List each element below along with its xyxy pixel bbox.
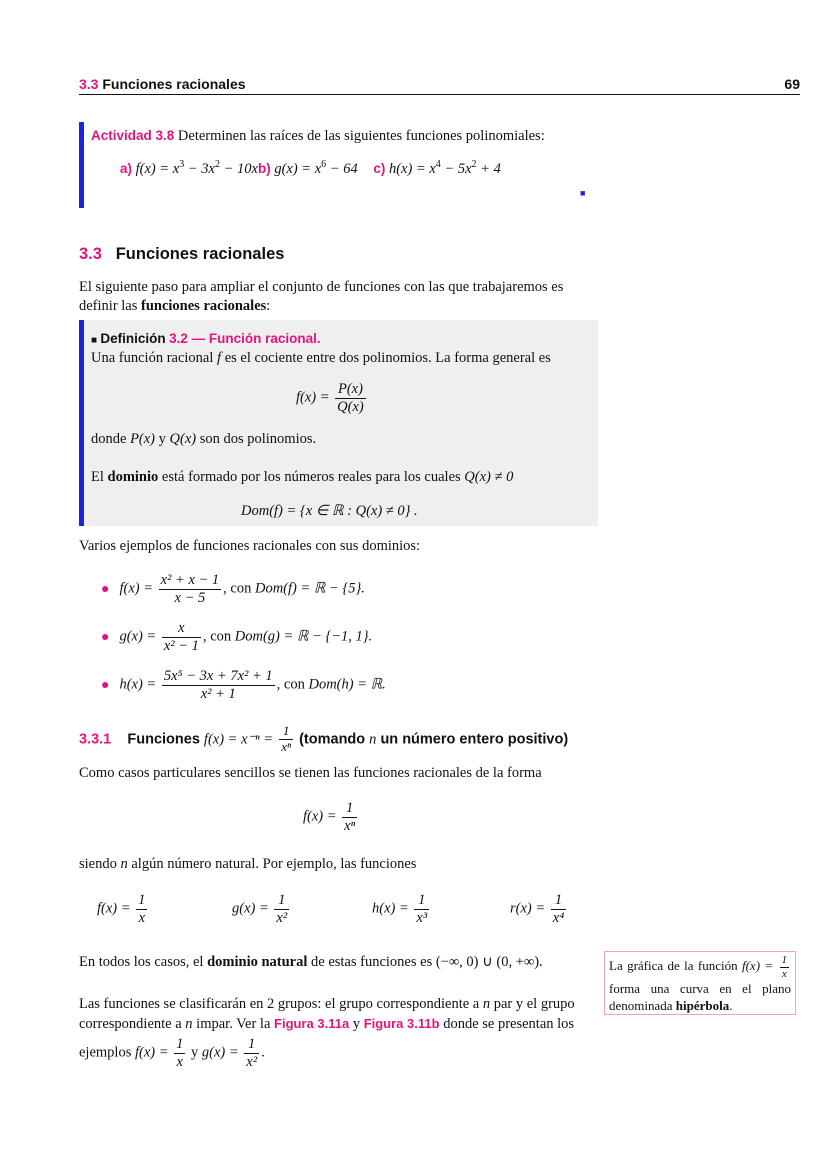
end-of-activity-square: ■ [580,188,586,198]
func-g-den: x² [276,909,288,926]
sub-formula-lhs: f(x) = [303,808,337,825]
note-end: . [729,998,733,1014]
def-line1: Una función racional [91,350,214,366]
item-a-exp1: 3 [179,159,185,171]
definition-label: Definición [100,331,166,346]
example-item-1 [101,572,365,606]
func-f-lhs: f(x) = [97,900,131,917]
subsection-heading [79,724,568,755]
running-header [79,76,800,95]
margin-note [604,951,796,1015]
ex2-num: x [162,620,201,638]
item-a-rest2: − 10x [223,161,258,177]
def-line1-var: f [217,350,222,366]
example-item-3 [101,668,386,702]
def-line2-y: y [158,431,166,447]
def-formula-den: Q(x) [337,398,364,415]
bullet-icon: ● [101,629,110,645]
item-c-rest2: + 4 [480,161,501,177]
p4-f-num: 1 [176,1036,184,1052]
note-num: 1 [781,954,788,966]
item-a-label: a) [120,161,133,176]
def-line2-p: P(x) [130,431,156,447]
p4-y: y [352,1016,361,1032]
subsection-title-den: xⁿ [281,738,292,754]
ex1-dom: Dom(f) = ℝ − {5}. [254,580,365,597]
p4-g-num: 1 [244,1036,259,1054]
ex2-den: x² − 1 [163,637,199,654]
section-title: Funciones racionales [115,245,285,263]
intro-line-1: El siguiente paso para ampliar el conjunto de funciones con las que trabajaremos es [79,279,564,295]
ex3-dom: Dom(h) = ℝ. [308,676,386,693]
p4-g-den: x² [246,1053,258,1070]
func-g-num: 1 [274,892,289,910]
subsection-title-n: n [369,731,377,748]
ex2-dom: Dom(g) = ℝ − {−1, 1}. [234,628,373,645]
subsection-title-b: (tomando [299,731,366,748]
sub-formula-den: xⁿ [344,817,356,834]
item-a-exp2: 2 [214,159,220,171]
p4-line2c: donde se presentan los [443,1016,575,1032]
func-f [97,892,149,926]
note-f: f(x) = [741,958,774,974]
subsection-number: 3.3.1 [79,731,112,748]
def-formula-num: P(x) [335,381,366,399]
func-h [372,892,431,926]
def-line3-rest: está formado por los números reales para los cuales [161,469,461,485]
note-a: La gráfica de la función [609,958,738,974]
ex3-lhs: h(x) = [119,676,157,693]
p4-line2a: correspondiente a [79,1016,182,1032]
subsection-p1: Como casos particulares sencillos se tienen las funciones racionales de la forma [79,765,542,781]
ex1-lhs: f(x) = [119,580,153,597]
p2-rest: algún número natural. Por ejemplo, las funciones [131,856,417,872]
item-b-lhs: g(x) = x [274,161,322,177]
def-line3-a: El [91,469,104,485]
item-a-lhs: f(x) = x [135,161,180,177]
item-b-exp1: 6 [321,159,327,171]
func-g [232,892,291,926]
p4-n2: n [185,1016,193,1032]
ex3-con: , con [276,676,305,693]
section-intro [79,278,593,316]
intro-end: : [266,298,271,314]
note-b: forma una curva en el plano denominada [609,981,791,1014]
func-h-num: 1 [414,892,429,910]
p4-line1b: par y el grupo [493,996,575,1012]
definition-box [79,320,598,526]
subsection-formula [303,800,359,834]
definition-marker: ■ [91,335,98,346]
p4-g: g(x) = [201,1044,239,1061]
p4-line3a: ejemplos [79,1044,132,1061]
func-g-lhs: g(x) = [232,900,269,917]
intro-line-2: definir las [79,298,138,314]
p4-line1: Las funciones se clasificarán en 2 grupos: el grupo correspondiente a [79,996,480,1012]
def-formula-lhs: f(x) = [296,389,330,406]
p4-f-den: x [176,1053,183,1070]
note-den: x [781,967,787,980]
p4-n1: n [482,996,491,1012]
figure-3-11a-link[interactable]: Figura 3.11a [274,1016,350,1031]
ex3-num: 5x⁵ − 3x + 7x² + 1 [163,668,273,684]
item-a-rest: − 3x [187,161,215,177]
item-c-exp2: 2 [471,159,477,171]
p3-bold: dominio natural [207,954,308,970]
examples-intro: Varios ejemplos de funciones racionales con sus dominios: [79,538,421,554]
subsection-title-a: Funciones [127,731,200,748]
ex1-den: x − 5 [174,589,206,606]
intro-bold: funciones racionales [141,298,267,314]
func-f-den: x [138,909,145,926]
item-c-exp1: 4 [435,159,441,171]
p2-n: n [120,856,128,872]
def-line1-rest: es el cociente entre dos polinomios. La forma general es [224,350,551,366]
ex1-num: x² + x − 1 [160,572,220,588]
subsection-p3 [79,953,543,972]
subsection-title-formula: f(x) = x⁻ⁿ = [203,731,274,748]
item-c-lhs: h(x) = x [388,161,436,177]
subsection-title-num: 1 [279,724,293,740]
subsection-title-c: un número entero positivo) [380,731,569,748]
ex3-den: x² + 1 [200,685,236,702]
example-item-2 [101,620,372,654]
ex2-con: , con [202,628,232,645]
def-domain-formula: Dom(f) = {x ∈ ℝ : Q(x) ≠ 0} . [241,503,418,519]
section-heading [79,245,284,264]
bullet-icon: ● [101,677,110,693]
def-line3-bold: dominio [107,469,159,485]
ex1-con: , con [223,580,252,597]
p3-a: En todos los casos, el [79,954,204,970]
item-b-label: b) [257,161,271,176]
def-line3-cond: Q(x) ≠ 0 [464,469,514,485]
activity-text: Determinen las raíces de las siguientes funciones polinomiales: [177,128,545,144]
p3-rest: de estas funciones es (−∞, 0) ∪ (0, +∞). [311,954,543,970]
func-f-num: 1 [138,892,146,908]
activity-box [79,122,598,208]
func-r-den: x⁴ [552,909,565,926]
p4-f: f(x) = [134,1044,169,1061]
bullet-icon: ● [101,581,110,597]
note-bold: hipérbola [675,998,730,1014]
def-formula [296,381,368,415]
def-line2-a: donde [91,431,127,447]
definition-title: 3.2 — Función racional. [169,331,321,346]
ex2-lhs: g(x) = [119,628,157,645]
sub-formula-num: 1 [342,800,357,818]
func-h-lhs: h(x) = [372,900,409,917]
func-r [510,892,568,926]
p4-y2: y [191,1044,199,1061]
figure-3-11b-link[interactable]: Figura 3.11b [363,1016,440,1031]
subsection-p4 [79,995,593,1070]
func-r-num: 1 [551,892,566,910]
section-number: 3.3 [79,245,102,263]
subsection-p2 [79,855,416,874]
def-line2-rest: son dos polinomios. [199,431,317,447]
func-h-den: x³ [416,909,428,926]
page-number: 69 [784,76,800,92]
item-c-label: c) [373,161,386,176]
activity-items [120,159,590,179]
p2-a: siendo [79,856,117,872]
p4-end: . [261,1044,265,1061]
header-section-title: Funciones racionales [102,76,246,92]
activity-label: Actividad 3.8 [91,128,175,143]
func-r-lhs: r(x) = [510,900,546,917]
item-b-rest: − 64 [329,161,358,177]
p4-line2b: impar. Ver la [196,1016,271,1032]
item-c-rest: − 5x [444,161,472,177]
def-line2-q: Q(x) [169,431,197,447]
header-section-number: 3.3 [79,76,99,92]
